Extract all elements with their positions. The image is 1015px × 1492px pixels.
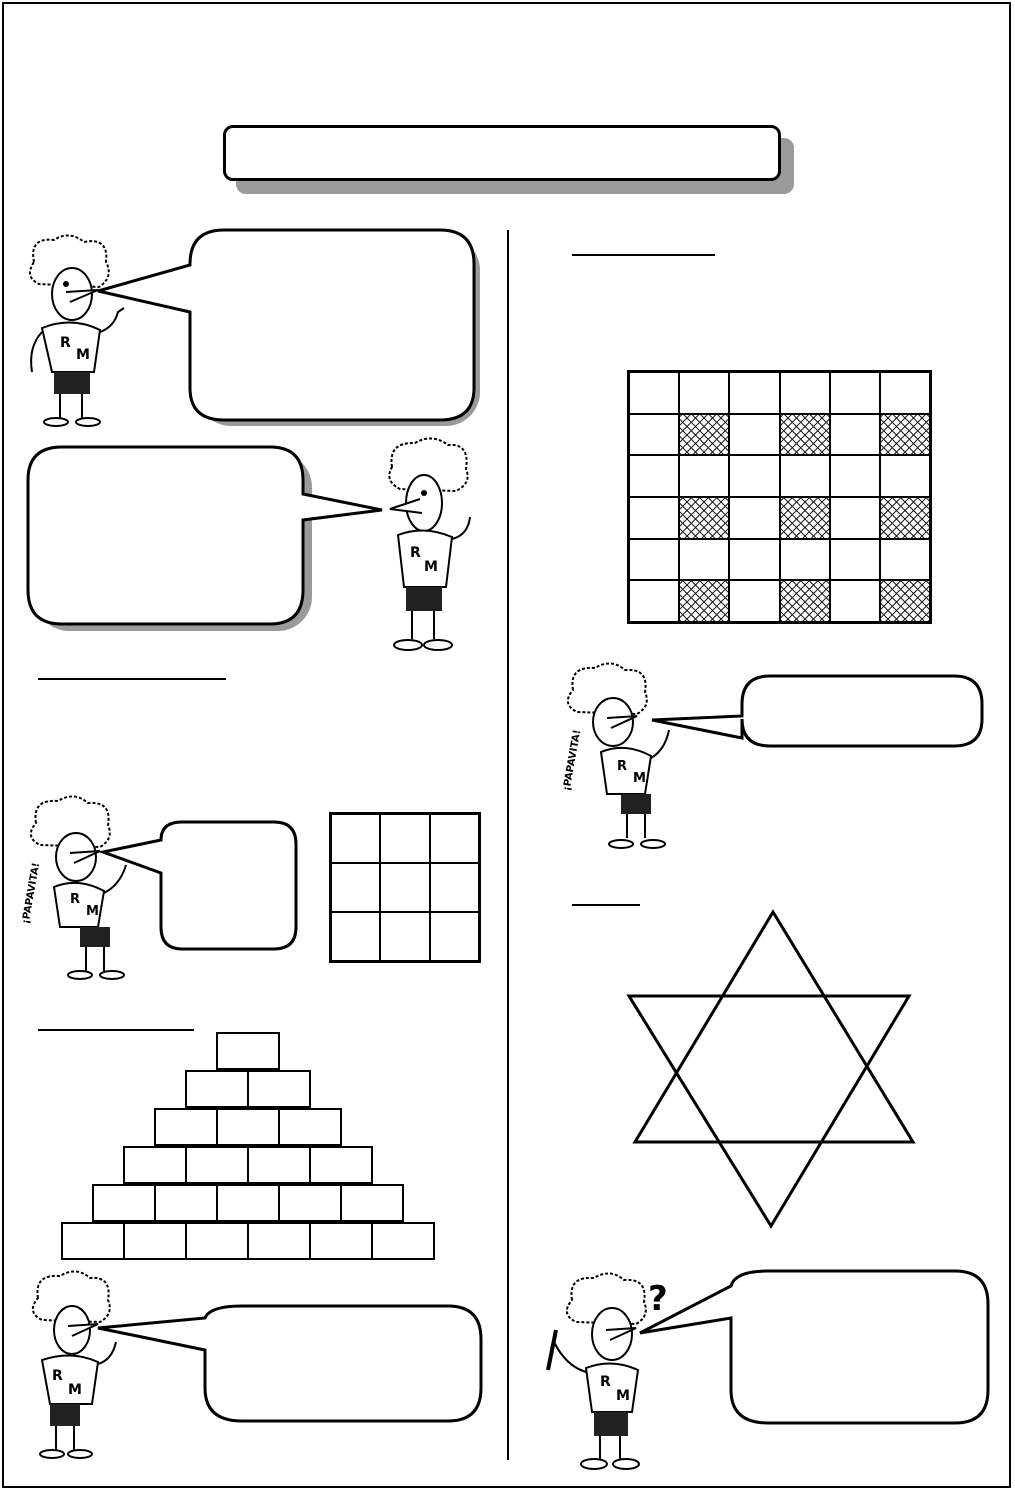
shirt-letter-m: M: [86, 904, 99, 919]
pyramid-brick: [123, 1146, 187, 1184]
exclamation-label: ¡PAPAVITA!: [561, 728, 584, 792]
shirt-letter-r: R: [52, 1368, 63, 1384]
cartoon-boy-1: [14, 232, 134, 432]
grid-cell-hatched: [880, 580, 930, 622]
pyramid-brick: [247, 1222, 311, 1260]
grid-cell: [780, 539, 830, 581]
star-triangle-down: [629, 996, 909, 1226]
grid-cell: [629, 497, 679, 539]
grid-cell-hatched: [880, 414, 930, 456]
grid-cell: [380, 912, 429, 961]
grid-cell: [679, 539, 729, 581]
star-triangle-up: [635, 912, 913, 1142]
grid-cell: [830, 455, 880, 497]
grid-cell: [679, 455, 729, 497]
bubble-5-text: [748, 682, 976, 690]
shirt-letter-m: M: [76, 347, 90, 363]
hexagram-star: [625, 908, 917, 1230]
grid-cell: [380, 863, 429, 912]
pyramid-brick: [154, 1108, 218, 1146]
grid-cell: [430, 863, 479, 912]
grid-cell: [629, 414, 679, 456]
grid-cell-hatched: [679, 497, 729, 539]
bubble-1-text: [200, 240, 464, 252]
speech-bubble-6: [640, 1271, 988, 1423]
bubble-4-text: [212, 1312, 474, 1324]
grid-cell: [780, 372, 830, 414]
grid-cell-hatched: [780, 414, 830, 456]
shirt-letter-m: M: [633, 771, 646, 786]
pyramid-brick: [371, 1222, 435, 1260]
grid-cell-hatched: [780, 497, 830, 539]
grid-cell: [729, 497, 779, 539]
pyramid-brick: [278, 1108, 342, 1146]
shirt-letter-r: R: [600, 1374, 611, 1390]
pyramid-brick: [185, 1070, 249, 1108]
bubble-3-text: [166, 826, 290, 834]
grid-cell: [430, 814, 479, 863]
pyramid-brick: [247, 1070, 311, 1108]
grid-cell: [679, 372, 729, 414]
shirt-letter-m: M: [424, 559, 438, 575]
pyramid-brick: [61, 1222, 125, 1260]
grid-cell: [331, 863, 380, 912]
grid-cell: [880, 372, 930, 414]
shirt-letter-r: R: [410, 545, 421, 561]
grid-cell: [729, 580, 779, 622]
bubble-2-text: [38, 456, 294, 468]
grid-cell: [729, 539, 779, 581]
grid-cell: [830, 497, 880, 539]
speech-bubble-2: [28, 447, 382, 631]
shirt-letter-r: R: [617, 759, 628, 774]
shirt-letter-r: R: [60, 335, 71, 351]
grid-cell: [830, 539, 880, 581]
grid-cell: [880, 539, 930, 581]
grid-cell: [380, 814, 429, 863]
grid-cell: [629, 580, 679, 622]
pyramid-brick: [185, 1222, 249, 1260]
pyramid-brick: [216, 1108, 280, 1146]
pyramid-brick: [278, 1184, 342, 1222]
pyramid-brick: [185, 1146, 249, 1184]
question-mark: ?: [648, 1279, 668, 1319]
speech-bubble-1: [98, 230, 480, 426]
cartoon-boy-6: [540, 1270, 680, 1475]
grid-cell-hatched: [679, 414, 729, 456]
grid-cell: [880, 455, 930, 497]
grid-cell-hatched: [780, 580, 830, 622]
grid-cell: [830, 414, 880, 456]
pyramid-brick: [247, 1146, 311, 1184]
grid-cell: [780, 455, 830, 497]
grid-cell: [629, 455, 679, 497]
shirt-letter-m: M: [616, 1388, 630, 1404]
pyramid-brick: [92, 1184, 156, 1222]
grid-cell: [729, 372, 779, 414]
grid-cell: [629, 539, 679, 581]
pyramid-brick: [216, 1184, 280, 1222]
speech-bubble-4: [98, 1306, 481, 1421]
grid-cell: [830, 372, 880, 414]
small-grid: [329, 812, 481, 963]
grid-cell: [629, 372, 679, 414]
pyramid-brick: [154, 1184, 218, 1222]
pyramid-brick: [123, 1222, 187, 1260]
exclamation-label: ¡PAPAVITA!: [20, 861, 43, 925]
grid-cell: [729, 414, 779, 456]
pyramid-brick: [309, 1222, 373, 1260]
grid-cell: [729, 455, 779, 497]
grid-cell-hatched: [679, 580, 729, 622]
shirt-letter-m: M: [68, 1382, 82, 1398]
cartoon-boy-3: [14, 795, 134, 985]
cartoon-boy-4: [28, 1270, 128, 1465]
grid-cell: [430, 912, 479, 961]
shirt-letter-r: R: [70, 892, 81, 907]
pyramid-brick: [309, 1146, 373, 1184]
checker-grid: [627, 370, 932, 624]
grid-cell-hatched: [880, 497, 930, 539]
grid-cell: [331, 814, 380, 863]
grid-cell: [830, 580, 880, 622]
pyramid-brick: [216, 1032, 280, 1070]
cartoon-boy-2: [380, 437, 470, 657]
pyramid-brick: [340, 1184, 404, 1222]
speech-bubble-5: [652, 676, 982, 746]
cartoon-boy-5: [555, 662, 675, 857]
grid-cell: [331, 912, 380, 961]
bubble-6-text: [738, 1278, 982, 1290]
